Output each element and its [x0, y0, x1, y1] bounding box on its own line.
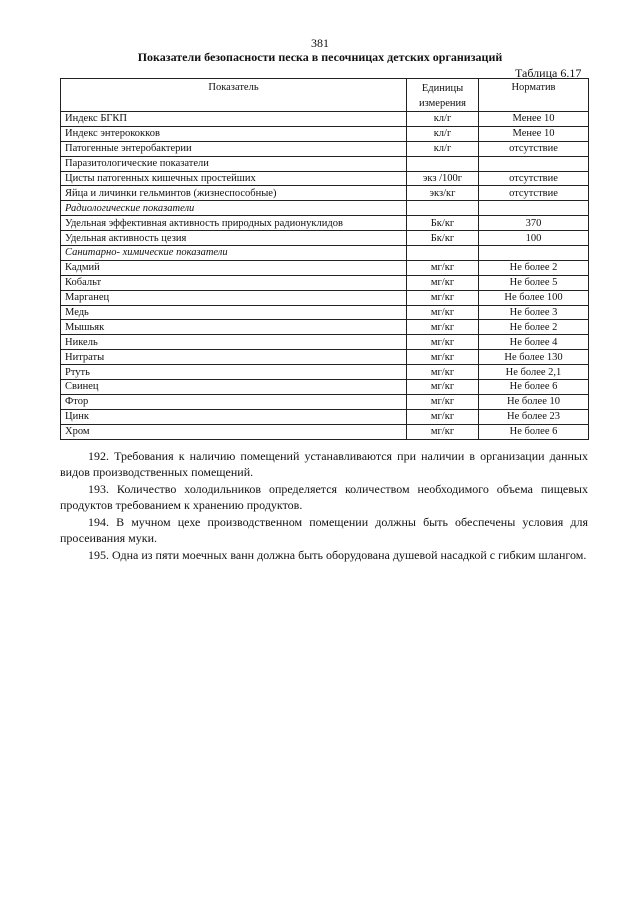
cell-indicator: Санитарно- химические показатели — [61, 246, 407, 261]
table-row — [61, 112, 589, 127]
cell-norm: Не более 2,1 — [479, 365, 589, 380]
table-row — [61, 305, 589, 320]
cell-indicator: Патогенные энтеробактерии — [61, 141, 407, 156]
table-row — [61, 156, 589, 171]
cell-norm: Не более 100 — [479, 290, 589, 305]
cell-unit — [407, 201, 479, 216]
cell-indicator: Кобальт — [61, 275, 407, 290]
cell-indicator: Цисты патогенных кишечных простейших — [61, 171, 407, 186]
cell-indicator: Индекс БГКП — [61, 112, 407, 127]
paragraph: 193. Количество холодильников определяется количеством необходимого объема пищевых продуктов требованием к хранению продуктов. — [60, 482, 588, 512]
cell-indicator: Удельная активность цезия — [61, 231, 407, 246]
table-title: Показатели безопасности песка в песочницах детских организаций — [137, 50, 503, 64]
cell-unit: мг/кг — [407, 424, 479, 439]
cell-unit: мг/кг — [407, 394, 479, 409]
cell-norm: отсутствие — [479, 171, 589, 186]
cell-norm: Не более 4 — [479, 335, 589, 350]
cell-unit: кл/г — [407, 126, 479, 141]
cell-indicator: Удельная эффективная активность природных радионуклидов — [61, 216, 407, 231]
cell-norm: Не более 130 — [479, 350, 589, 365]
table-row — [61, 171, 589, 186]
cell-unit: кл/г — [407, 141, 479, 156]
header-norm: Норматив — [479, 79, 589, 112]
table-row — [61, 126, 589, 141]
cell-indicator: Кадмий — [61, 260, 407, 275]
table-row — [61, 394, 589, 409]
cell-norm — [479, 201, 589, 216]
header-unit: Единицы измерения — [407, 79, 479, 112]
sand-safety-table — [60, 78, 589, 440]
cell-norm: Не более 5 — [479, 275, 589, 290]
cell-norm: отсутствие — [479, 186, 589, 201]
cell-unit: мг/кг — [407, 380, 479, 395]
cell-norm: Не более 23 — [479, 409, 589, 424]
table-body — [61, 112, 589, 440]
cell-norm — [479, 156, 589, 171]
table-label: Таблица 6.17 — [515, 66, 582, 80]
cell-unit — [407, 246, 479, 261]
cell-indicator: Мышьяк — [61, 320, 407, 335]
cell-indicator: Паразитологические показатели — [61, 156, 407, 171]
cell-unit: кл/г — [407, 112, 479, 127]
table-section-row — [61, 246, 589, 261]
cell-norm: Не более 6 — [479, 380, 589, 395]
table-row — [61, 186, 589, 201]
cell-norm: Не более 6 — [479, 424, 589, 439]
cell-norm: 100 — [479, 231, 589, 246]
cell-unit: мг/кг — [407, 335, 479, 350]
table-row — [61, 275, 589, 290]
cell-unit: мг/кг — [407, 365, 479, 380]
table-row — [61, 350, 589, 365]
body-text — [60, 448, 588, 564]
cell-indicator: Медь — [61, 305, 407, 320]
table-row — [61, 216, 589, 231]
cell-indicator: Ртуть — [61, 365, 407, 380]
table-row — [61, 320, 589, 335]
cell-norm: Не более 2 — [479, 320, 589, 335]
table-row — [61, 409, 589, 424]
cell-norm: отсутствие — [479, 141, 589, 156]
paragraph: 194. В мучном цехе производственном помещении должны быть обеспечены условия для просеивания муки. — [60, 515, 588, 545]
table-row — [61, 424, 589, 439]
cell-unit: мг/кг — [407, 320, 479, 335]
paragraph: 195. Одна из пяти моечных ванн должна быть оборудована душевой насадкой с гибким шлангом. — [88, 548, 587, 562]
table-row — [61, 260, 589, 275]
cell-unit: экз /100г — [407, 171, 479, 186]
cell-indicator: Свинец — [61, 380, 407, 395]
cell-unit — [407, 156, 479, 171]
cell-norm: Менее 10 — [479, 126, 589, 141]
cell-unit: мг/кг — [407, 305, 479, 320]
cell-unit: мг/кг — [407, 350, 479, 365]
cell-unit: мг/кг — [407, 409, 479, 424]
cell-norm: 370 — [479, 216, 589, 231]
cell-norm — [479, 246, 589, 261]
cell-indicator: Радиологические показатели — [61, 201, 407, 216]
table-row — [61, 231, 589, 246]
cell-indicator: Индекс энтерококков — [61, 126, 407, 141]
table-row — [61, 335, 589, 350]
table-row — [61, 380, 589, 395]
table-row — [61, 290, 589, 305]
cell-indicator: Марганец — [61, 290, 407, 305]
page-number: 381 — [311, 36, 329, 50]
cell-indicator: Яйца и личинки гельминтов (жизнеспособные) — [61, 186, 407, 201]
cell-unit: мг/кг — [407, 260, 479, 275]
cell-norm: Не более 10 — [479, 394, 589, 409]
cell-unit: Бк/кг — [407, 231, 479, 246]
cell-indicator: Цинк — [61, 409, 407, 424]
cell-indicator: Хром — [61, 424, 407, 439]
cell-norm: Не более 3 — [479, 305, 589, 320]
header-indicator: Показатель — [61, 79, 407, 112]
table-row — [61, 365, 589, 380]
cell-norm: Не более 2 — [479, 260, 589, 275]
cell-unit: мг/кг — [407, 275, 479, 290]
table-row — [61, 141, 589, 156]
cell-unit: Бк/кг — [407, 216, 479, 231]
cell-indicator: Фтор — [61, 394, 407, 409]
cell-norm: Менее 10 — [479, 112, 589, 127]
cell-indicator: Никель — [61, 335, 407, 350]
paragraph: 192. Требования к наличию помещений устанавливаются при наличии в организации данных видов производственных помещений. — [60, 449, 588, 479]
cell-indicator: Нитраты — [61, 350, 407, 365]
cell-unit: мг/кг — [407, 290, 479, 305]
cell-unit: экз/кг — [407, 186, 479, 201]
table-header-row — [61, 79, 589, 112]
table-section-row — [61, 201, 589, 216]
